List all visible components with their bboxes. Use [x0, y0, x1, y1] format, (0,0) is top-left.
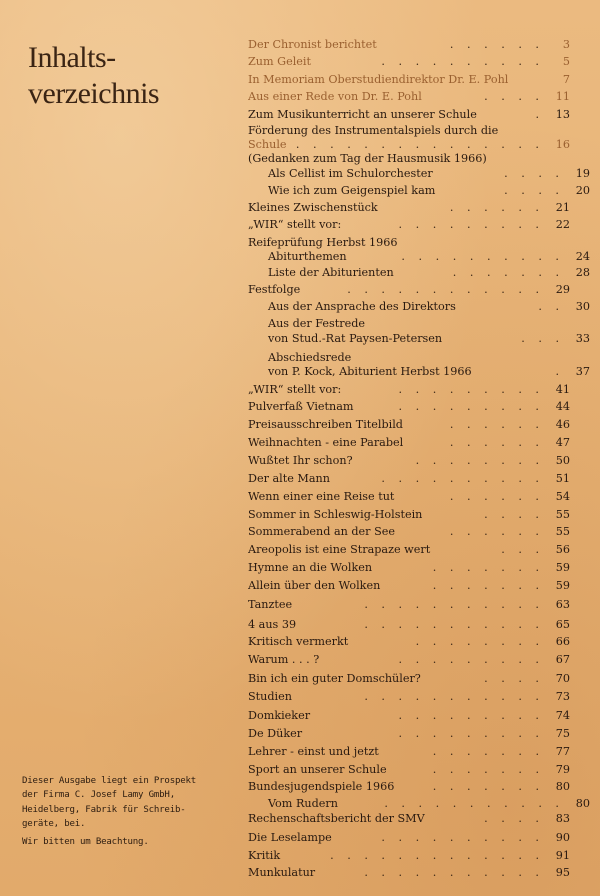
toc-entry-title: Die Leselampe	[248, 831, 332, 844]
toc-entry: Zum Musikunterricht an unserer Schule . 13	[248, 108, 570, 121]
toc-entry-page: 90	[555, 831, 570, 844]
toc-entry-page: 46	[555, 418, 570, 431]
toc-entry-title: Allein über den Wolken	[248, 579, 381, 592]
toc-entry-page: 91	[555, 849, 570, 862]
toc-entry-page: 50	[555, 454, 570, 467]
toc-entry-title: Zum Geleit	[248, 55, 311, 68]
toc-entry-page: 33	[575, 332, 590, 345]
toc-entry-page: 65	[555, 618, 570, 631]
toc-entry-title: von P. Kock, Abiturient Herbst 1966	[268, 365, 472, 378]
toc-entry-page: 59	[555, 579, 570, 592]
toc-entry-page: 24	[575, 250, 590, 263]
toc-entry-page: 16	[555, 138, 570, 151]
toc-entry-title: Wenn einer eine Reise tut	[248, 490, 395, 503]
toc-entry-page: 54	[555, 490, 570, 503]
toc-entry-title: Schule	[248, 138, 287, 151]
page-title-line-1: Inhalts-	[28, 41, 116, 74]
toc-entry-title: Bundesjugendspiele 1966	[248, 780, 395, 793]
toc-entry-page: 29	[555, 283, 570, 296]
toc-entry-page: 21	[555, 201, 570, 214]
toc-entry-page: 79	[555, 763, 570, 776]
toc-entry-title: Aus der Festrede	[268, 317, 366, 330]
toc-entry-title: (Gedanken zum Tag der Hausmusik 1966)	[248, 152, 487, 165]
toc-entry-page: 75	[555, 727, 570, 740]
toc-entry-title: Vom Rudern	[268, 797, 338, 810]
toc-entry	[248, 124, 570, 139]
toc-entry: Bundesjugendspiele 1966 . . . . . . . 80	[248, 780, 570, 793]
toc-entry: Areopolis ist eine Strapaze wert . . . 56	[248, 543, 570, 556]
toc-entry: Weihnachten - eine Parabel . . . . . . 47	[248, 436, 570, 449]
toc-entry: „WIR“ stellt vor: . . . . . . . . . 22	[248, 218, 570, 231]
toc-entry: Domkieker . . . . . . . . . 74	[248, 709, 570, 722]
toc-entry-page: 47	[555, 436, 570, 449]
toc-entry-page: 51	[555, 472, 570, 485]
toc-entry-page: 37	[575, 365, 590, 378]
toc-entry-page: 80	[555, 780, 570, 793]
toc-entry-page: 55	[555, 508, 570, 521]
toc-entry: Pulverfaß Vietnam . . . . . . . . . 44	[248, 400, 570, 413]
toc-entry-page: 22	[555, 218, 570, 231]
toc-entry: „WIR“ stellt vor: . . . . . . . . . 41	[248, 383, 570, 396]
insert-notice	[22, 774, 242, 849]
toc-entry: Wie ich zum Geigenspiel kam . . . . 20	[268, 184, 590, 197]
toc-entry-title: Pulverfaß Vietnam	[248, 400, 354, 413]
toc-entry: Sommerabend an der See . . . . . . 55	[248, 525, 570, 538]
toc-entry-title: Kritik	[248, 849, 281, 862]
toc-entry-title: Aus der Ansprache des Direktors	[268, 300, 456, 313]
toc-entry: Liste der Abiturienten . . . . . . . 28	[268, 266, 590, 279]
toc-entry: Sport an unserer Schule . . . . . . . 79	[248, 763, 570, 776]
toc-entry-page: 66	[555, 635, 570, 648]
toc-entry: Kritik . . . . . . . . . . . . . 91	[248, 849, 570, 862]
toc-entry: Aus der Ansprache des Direktors . . 30	[268, 300, 590, 313]
toc-entry-title: Reifeprüfung Herbst 1966	[248, 236, 398, 249]
toc-entry-page: 70	[555, 672, 570, 685]
toc-entry: Aus einer Rede von Dr. E. Pohl . . . . 11	[248, 90, 570, 103]
toc-entry-title: Munkulatur	[248, 866, 316, 879]
toc-entry: Wenn einer eine Reise tut . . . . . . 54	[248, 490, 570, 503]
notice-closing: Wir bitten um Beachtung.	[22, 836, 149, 847]
toc-entry-title: „WIR“ stellt vor:	[248, 218, 342, 231]
page-title	[28, 40, 198, 112]
toc-entry: von Stud.-Rat Paysen-Petersen . . . 33	[268, 332, 590, 345]
toc-entry-title: Rechenschaftsbericht der SMV	[248, 812, 425, 825]
toc-entry: Allein über den Wolken . . . . . . . 59	[248, 579, 570, 592]
toc-entry-title: Studien	[248, 690, 292, 703]
toc-entry-title: Kleines Zwischenstück	[248, 201, 378, 214]
toc-entry-title: Der alte Mann	[248, 472, 330, 485]
toc-entry-page: 28	[575, 266, 590, 279]
toc-entry-title: Abiturthemen	[268, 250, 347, 263]
toc-entry: Festfolge . . . . . . . . . . . . 29	[248, 283, 570, 296]
toc-entry: Als Cellist im Schulorchester . . . . 19	[268, 167, 590, 180]
toc-entry: Vom Rudern . . . . . . . . . . . 80	[268, 797, 590, 810]
toc-entry: Warum . . . ? . . . . . . . . . 67	[248, 653, 570, 666]
toc-entry-title: In Memoriam Oberstudiendirektor Dr. E. Pohl	[248, 73, 509, 86]
toc-entry: Bin ich ein guter Domschüler? . . . . 70	[248, 672, 570, 685]
toc-entry: Der alte Mann . . . . . . . . . . 51	[248, 472, 570, 485]
toc-entry-title: De Düker	[248, 727, 303, 740]
toc-entry-page: 20	[575, 184, 590, 197]
toc-entry-title: Aus einer Rede von Dr. E. Pohl	[248, 90, 422, 103]
toc-entry-title: Sommerabend an der See	[248, 525, 395, 538]
toc-entry-page: 13	[555, 108, 570, 121]
notice-line: der Firma C. Josef Lamy GmbH,	[22, 790, 175, 801]
toc-entry-page: 19	[575, 167, 590, 180]
toc-entry-page: 67	[555, 653, 570, 666]
toc-entry: Studien . . . . . . . . . . . 73	[248, 690, 570, 703]
toc-entry: Wußtet Ihr schon? . . . . . . . . 50	[248, 454, 570, 467]
toc-entry	[248, 317, 590, 332]
toc-entry-page: 11	[555, 90, 570, 103]
toc-entry-title: „WIR“ stellt vor:	[248, 383, 342, 396]
toc-entry: Schule . . . . . . . . . . . . . . . 16	[248, 138, 570, 151]
toc-entry: Abiturthemen . . . . . . . . . . 24	[268, 250, 590, 263]
toc-entry-page: 55	[555, 525, 570, 538]
toc-entry-title: 4 aus 39	[248, 618, 297, 631]
toc-entry	[248, 73, 570, 88]
toc-entry-title: Festfolge	[248, 283, 301, 296]
toc-entry: 4 aus 39 . . . . . . . . . . . 65	[248, 618, 570, 631]
toc-entry-page: 77	[555, 745, 570, 758]
toc-entry-page: 3	[562, 38, 570, 51]
toc-entry	[248, 236, 570, 251]
toc-entry-title: Sommer in Schleswig-Holstein	[248, 508, 423, 521]
toc-entry-page: 7	[562, 73, 570, 86]
toc-entry-title: Lehrer - einst und jetzt	[248, 745, 379, 758]
toc-entry: Rechenschaftsbericht der SMV . . . . 83	[248, 812, 570, 825]
page-title-line-2: verzeichnis	[28, 77, 160, 110]
toc-entry: Kritisch vermerkt . . . . . . . . 66	[248, 635, 570, 648]
toc-entry: Die Leselampe . . . . . . . . . . 90	[248, 831, 570, 844]
toc-entry-title: Warum . . . ?	[248, 653, 320, 666]
toc-entry-page: 56	[555, 543, 570, 556]
toc-entry-title: Hymne an die Wolken	[248, 561, 373, 574]
toc-entry-page: 95	[555, 866, 570, 879]
toc-entry-title: Liste der Abiturienten	[268, 266, 394, 279]
notice-line: geräte, bei.	[22, 819, 86, 830]
toc-entry-title: von Stud.-Rat Paysen-Petersen	[268, 332, 443, 345]
toc-entry: Lehrer - einst und jetzt . . . . . . . 77	[248, 745, 570, 758]
toc-entry-title: Tanztee	[248, 598, 293, 611]
toc-entry-title: Domkieker	[248, 709, 311, 722]
toc-entry-page: 63	[555, 598, 570, 611]
notice-line: Heidelberg, Fabrik für Schreib-	[22, 804, 186, 815]
toc-entry: De Düker . . . . . . . . . 75	[248, 727, 570, 740]
toc-entry-page: 59	[555, 561, 570, 574]
toc-entry: von P. Kock, Abiturient Herbst 1966 . 37	[268, 365, 590, 378]
toc-entry-title: Bin ich ein guter Domschüler?	[248, 672, 421, 685]
toc-entry-page: 73	[555, 690, 570, 703]
toc-entry-page: 30	[575, 300, 590, 313]
toc-entry	[248, 152, 570, 167]
toc-entry-page: 41	[555, 383, 570, 396]
toc-entry-page: 83	[555, 812, 570, 825]
toc-entry-title: Preisausschreiben Titelbild	[248, 418, 403, 431]
toc-entry: Preisausschreiben Titelbild . . . . . . 46	[248, 418, 570, 431]
toc-entry-title: Der Chronist berichtet	[248, 38, 377, 51]
toc-entry-title: Als Cellist im Schulorchester	[268, 167, 433, 180]
toc-entry-title: Kritisch vermerkt	[248, 635, 349, 648]
toc-entry-title: Wußtet Ihr schon?	[248, 454, 353, 467]
toc-entry-page: 44	[555, 400, 570, 413]
toc-entry	[248, 351, 590, 366]
toc-entry-title: Weihnachten - eine Parabel	[248, 436, 404, 449]
notice-line: Dieser Ausgabe liegt ein Prospekt	[22, 776, 197, 786]
toc-entry-title: Sport an unserer Schule	[248, 763, 387, 776]
toc-entry: Kleines Zwischenstück . . . . . . 21	[248, 201, 570, 214]
toc-entry: Sommer in Schleswig-Holstein . . . . 55	[248, 508, 570, 521]
toc-entry-title: Förderung des Instrumentalspiels durch die	[248, 124, 499, 137]
toc-entry: Der Chronist berichtet . . . . . . 3	[248, 38, 570, 51]
toc-entry-page: 80	[575, 797, 590, 810]
toc-entry-title: Areopolis ist eine Strapaze wert	[248, 543, 431, 556]
toc-entry-title: Wie ich zum Geigenspiel kam	[268, 184, 436, 197]
toc-entry: Tanztee . . . . . . . . . . . 63	[248, 598, 570, 611]
toc-entry: Hymne an die Wolken . . . . . . . 59	[248, 561, 570, 574]
toc-entry-title: Zum Musikunterricht an unserer Schule	[248, 108, 477, 121]
toc-entry-page: 74	[555, 709, 570, 722]
toc-entry-page: 5	[562, 55, 570, 68]
toc-entry: Munkulatur . . . . . . . . . . . 95	[248, 866, 570, 879]
toc-entry-title: Abschiedsrede	[268, 351, 352, 364]
toc-entry: Zum Geleit . . . . . . . . . . 5	[248, 55, 570, 68]
